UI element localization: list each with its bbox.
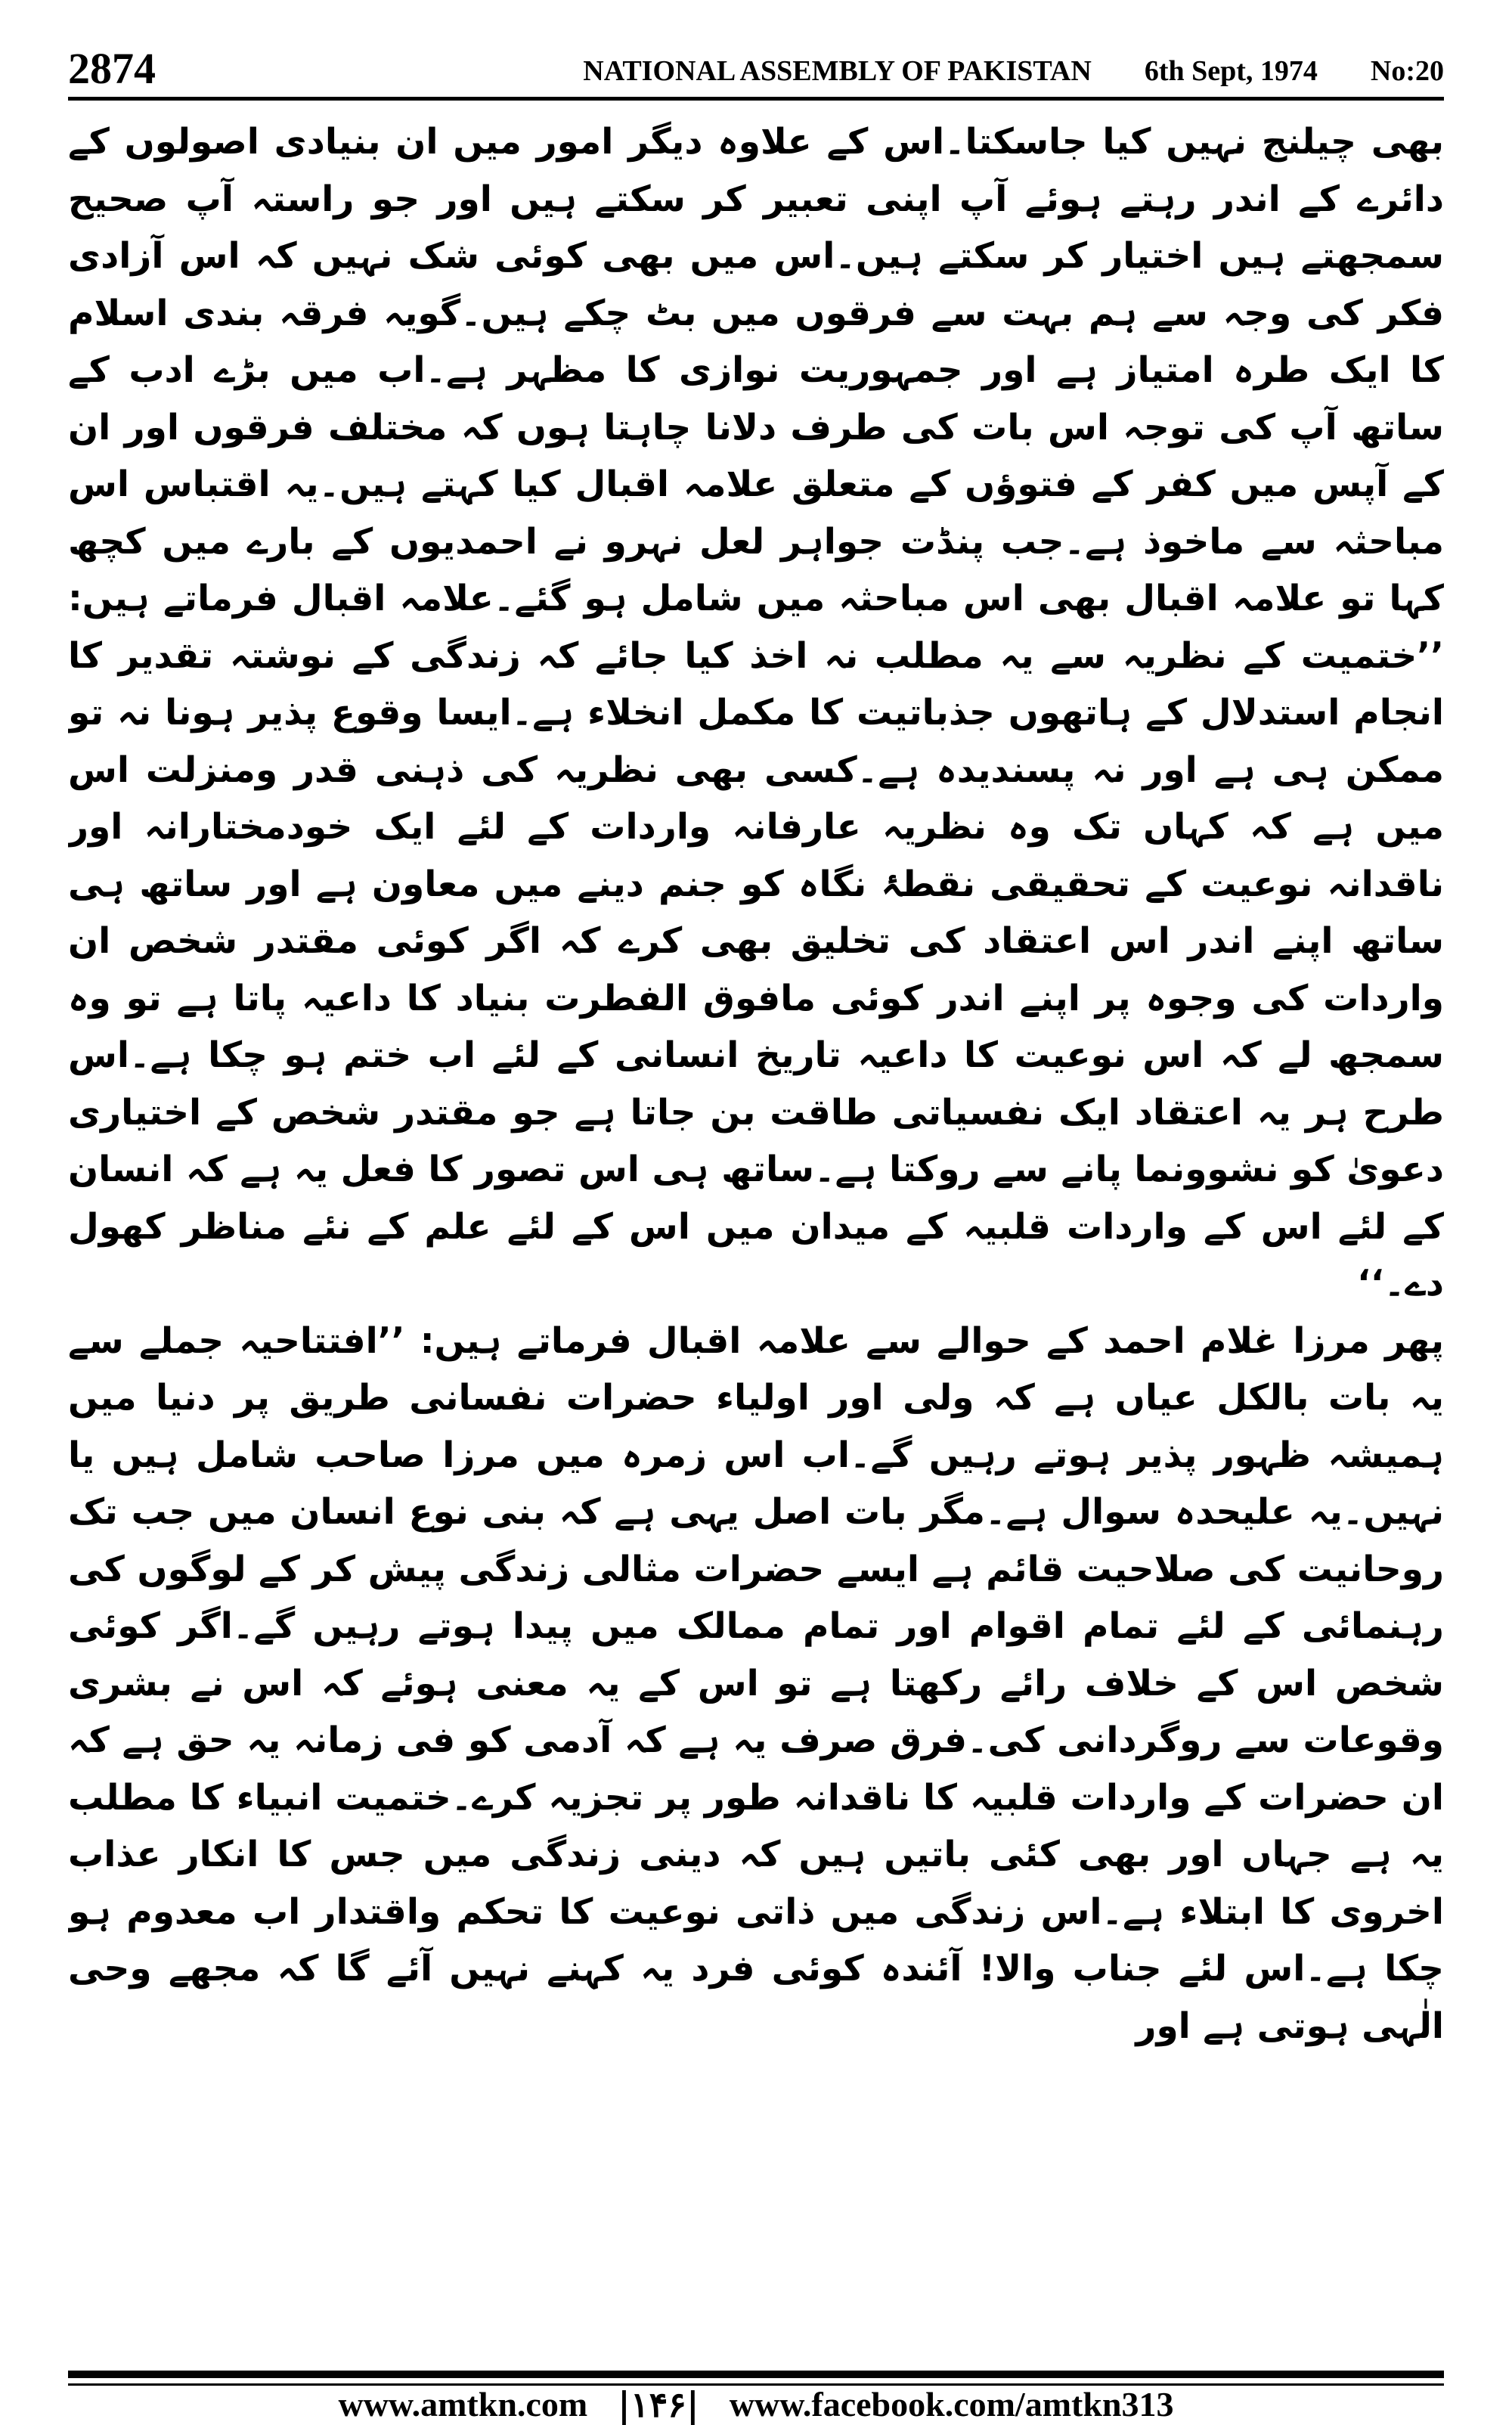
paragraph-2: پھر مرزا غلام احمد کے حوالے سے علامہ اقبال فرماتے ہیں: ’’افتتاحیہ جملے سے یہ بات بالکل عیاں ہے کہ ولی اور اولیاء حضرات نفسانی طریق پر دنیا میں ہمیشہ ظہور پذیر ہوتے رہیں گے۔اب اس زمرہ میں مرزا صاحب شامل ہیں یا نہیں۔یہ علیحدہ سوال ہے۔مگر بات اصل یہی ہے کہ بنی نوع انسان میں جب تک روحانیت کی صلاحیت قائم ہے ایسے حضرات مثالی زندگی پیش کر کے لوگوں کی رہنمائی کے لئے تمام اقوام اور تمام ممالک میں پیدا ہوتے رہیں گے۔اگر کوئی شخص اس کے خلاف رائے رکھتا ہے تو اس کے یہ معنی ہوئے کہ اس نے بشری وقوعات سے روگردانی کی۔فرق صرف یہ ہے کہ آدمی کو فی زمانہ یہ حق ہے کہ ان حضرات کے واردات قلبیہ کا ناقدانہ طور پر تجزیہ کرے۔ختمیت انبیاء کا مطلب یہ ہے جہاں اور بھی کئی باتیں ہیں کہ دینی زندگی میں جس کا انکار عذاب اخروی کا ابتلاء ہے۔اس زندگی میں ذاتی نوعیت کا تحکم واقتدار اب معدوم ہو چکا ہے۔اس لئے جناب والا! آئندہ کوئی فرد یہ کہنے نہیں آئے گا کہ مجھے وحی الٰہی ہوتی ہے اور (68, 1319, 1444, 2047)
session-date: 6th Sept, 1974 (1144, 55, 1318, 88)
footer-page-marker: |۱۴۶| (618, 2384, 699, 2425)
facebook-link[interactable]: www.facebook.com/amtkn313 (729, 2385, 1174, 2423)
document-body (68, 113, 1444, 2367)
paragraph-1: بھی چیلنج نہیں کیا جاسکتا۔اس کے علاوہ دیگر امور میں ان بنیادی اصولوں کے دائرے کے اندر رہتے ہوئے آپ اپنی تعبیر کر سکتے ہیں اور جو راستہ آپ صحیح سمجھتے ہیں اختیار کر سکتے ہیں۔اس میں بھی کوئی شک نہیں کہ اس آزادی فکر کی وجہ سے ہم بہت سے فرقوں میں بٹ چکے ہیں۔گویہ فرقہ بندی اسلام کا ایک طرہ امتیاز ہے اور جمہوریت نوازی کا مظہر ہے۔اب میں بڑے ادب کے ساتھ آپ کی توجہ اس بات کی طرف دلانا چاہتا ہوں کہ مختلف فرقوں اور ان کے آپس میں کفر کے فتوؤں کے متعلق علامہ اقبال کیا کہتے ہیں۔یہ اقتباس اس مباحثہ سے ماخوذ ہے۔جب پنڈت جواہر لعل نہرو نے احمدیوں کے بارے میں کچھ کہا تو علامہ اقبال بھی اس مباحثہ میں شامل ہو گئے۔علامہ اقبال فرماتے ہیں: ’’ختمیت کے نظریہ سے یہ مطلب نہ اخذ کیا جائے کہ زندگی کے نوشتہ تقدیر کا انجام استدلال کے ہاتھوں جذباتیت کا مکمل انخلاء ہے۔ایسا وقوع پذیر ہونا نہ تو ممکن ہی ہے اور نہ پسندیدہ ہے۔کسی بھی نظریہ کی ذہنی قدر ومنزلت اس میں ہے کہ کہاں تک وہ نظریہ عارفانہ واردات کے لئے ایک خودمختارانہ اور ناقدانہ نوعیت کے تحقیقی نقطۂ نگاہ کو جنم دینے میں معاون ہے اور ساتھ ہی ساتھ اپنے اندر اس اعتقاد کی تخلیق بھی کرے کہ اگر کوئی مقتدر شخص ان واردات کی وجوہ پر اپنے اندر کوئی مافوق الفطرت بنیاد کا داعیہ پاتا ہے تو وہ سمجھ لے کہ اس نوعیت کا داعیہ تاریخ انسانی کے لئے اب ختم ہو چکا ہے۔اس طرح ہر یہ اعتقاد ایک نفسیاتی طاقت بن جاتا ہے جو مقتدر شخص کے اختیاری دعویٰ کو نشوونما پانے سے روکتا ہے۔ساتھ ہی اس تصور کا فعل یہ ہے کہ انسان کے لئے اس کے واردات قلبیہ کے میدان میں اس کے لئے علم کے نئے مناظر کھول دے۔‘‘ (68, 121, 1444, 1304)
footer-divider (68, 2371, 1444, 2378)
header-divider (68, 97, 1444, 101)
page-number: 2874 (68, 44, 156, 93)
publication-title: NATIONAL ASSEMBLY OF PAKISTAN (583, 55, 1092, 88)
page-header (68, 38, 1444, 91)
website-link[interactable]: www.amtkn.com (338, 2385, 588, 2423)
issue-number: No:20 (1370, 55, 1444, 88)
page-footer (68, 2384, 1444, 2425)
header-info (583, 56, 1444, 91)
